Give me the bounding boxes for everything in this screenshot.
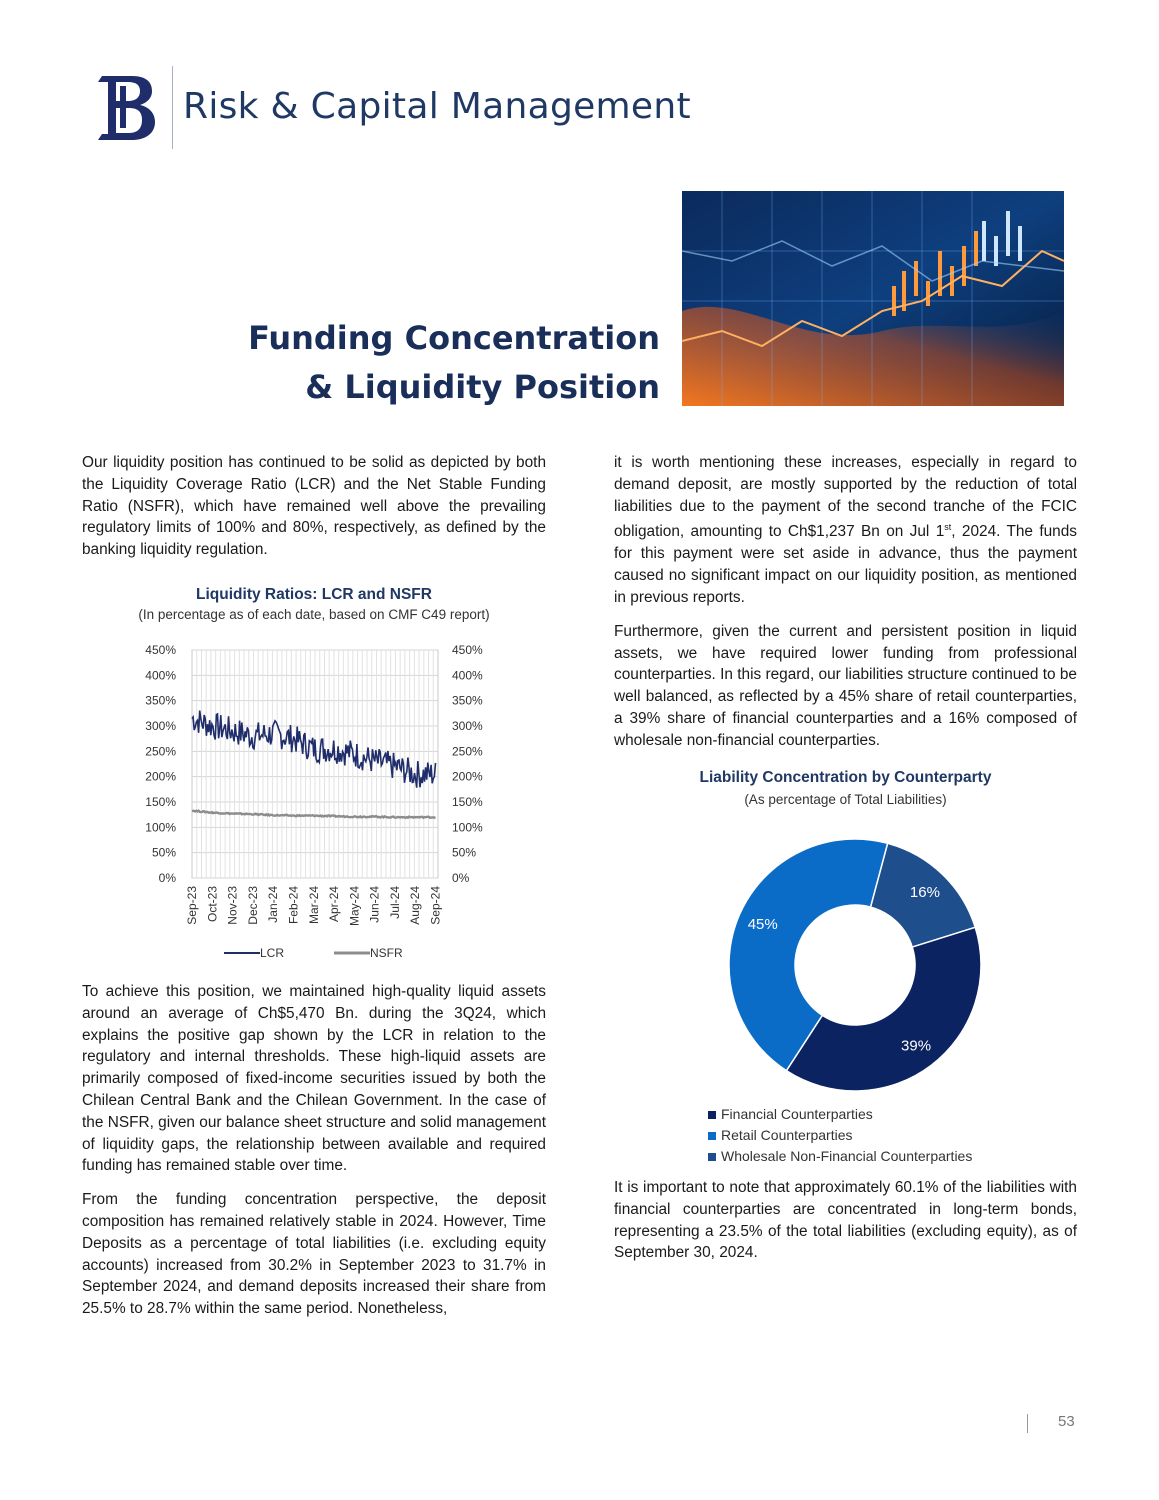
left-column-top	[82, 452, 546, 573]
paragraph-counterparties: Furthermore, given the current and persistent position in liquid assets, we have required lower funding from professional counterparties. In this regard, our liabilities structure continued to be well balanced, as reflected by a 45% share of retail counterparties, a 39% share of financial counterparties and a 16% composed of wholesale non-financial counterparties.	[614, 622, 1077, 749]
y-tick-label-left: 200%	[145, 769, 176, 784]
fcic-text-a: it is worth mentioning these increases, especially in regard to demand deposit, are mostly supported by the reduction of total liabilities due to the payment of the second tranche of the FCIC obligation, amounting to Ch$1,237 Bn on Jul 1	[614, 454, 1077, 541]
donut-slices	[729, 839, 981, 1091]
fcic-text-b: , 2024. The funds for this payment were set aside in advance, thus the payment caused no significant impact on our liquidity position, as mentioned in previous reports.	[614, 523, 1077, 606]
donut-chart-subtitle: (As percentage of Total Liabilities)	[744, 792, 947, 807]
x-tick-label: Aug-24	[408, 886, 423, 925]
x-tick-label: Jan-24	[266, 886, 281, 923]
x-tick-label: Jul-24	[387, 886, 402, 919]
right-column-bottom	[614, 1177, 1077, 1276]
y-tick-label-right: 200%	[452, 769, 483, 784]
y-tick-label-left: 300%	[145, 719, 176, 733]
header-divider	[172, 66, 173, 149]
paragraph-liquidity-position: Our liquidity position has continued to be solid as depicted by both the Liquidity Coverage Ratio (LCR) and the Net Stable Funding Ratio (NSFR), which have remained well above the prevailing regulatory limits of 100% and 80%, respectively, as defined by the banking liquidity regulation.	[82, 454, 546, 559]
paragraph-funding-concentration: From the funding concentration perspective, the deposit composition has remained relatively stable in 2024. However, Time Deposits as a percentage of total liabilities (i.e. excluding equity accounts) increased from 30.2% in September 2023 to 31.7% in September 2024, and demand deposits increased their share from 25.5% to 28.7% within the same period. Nonetheless,	[82, 1191, 546, 1318]
y-axis-right	[452, 643, 483, 885]
x-tick-label: Mar-24	[306, 886, 321, 925]
y-tick-label-left: 0%	[158, 871, 176, 885]
y-tick-label-right: 450%	[452, 643, 483, 657]
y-tick-label-right: 250%	[452, 744, 483, 759]
donut-slice-label: 39%	[901, 1037, 932, 1055]
y-tick-label-left: 50%	[151, 845, 176, 860]
section-title-line1: Funding Concentration	[248, 319, 660, 357]
y-tick-label-left: 400%	[145, 668, 176, 683]
donut-chart-title: Liability Concentration by Counterparty	[699, 769, 992, 786]
legend-label: Financial Counterparties	[721, 1106, 873, 1122]
x-tick-label: Sep-24	[428, 886, 443, 925]
section-title	[150, 314, 660, 412]
y-tick-label-right: 300%	[452, 719, 483, 733]
footer-divider	[1027, 1414, 1028, 1433]
left-column-bottom	[82, 981, 546, 1332]
legend-item-wholesale	[708, 1146, 972, 1167]
legend-label: Wholesale Non-Financial Counterparties	[721, 1148, 973, 1164]
x-tick-label: Feb-24	[286, 886, 301, 925]
header-title: Risk & Capital Management	[183, 86, 691, 127]
legend-label: LCR	[260, 946, 285, 960]
y-tick-label-left: 100%	[145, 820, 176, 835]
y-tick-label-right: 350%	[452, 693, 483, 708]
donut-slice-label: 45%	[747, 915, 778, 933]
y-tick-label-right: 150%	[452, 795, 483, 809]
y-tick-label-right: 100%	[452, 820, 483, 835]
x-tick-label: Apr-24	[327, 886, 342, 923]
paragraph-fcic-payment	[614, 452, 1077, 609]
y-tick-label-left: 250%	[145, 744, 176, 759]
fcic-superscript: st	[944, 522, 952, 533]
legend-swatch	[708, 1153, 716, 1161]
y-tick-label-right: 50%	[452, 845, 477, 860]
x-tick-label: Dec-23	[245, 886, 260, 925]
legend-label: Retail Counterparties	[721, 1127, 853, 1143]
right-column-top	[614, 452, 1077, 763]
lcr-chart-subtitle: (In percentage as of each date, based on CMF C49 report)	[138, 607, 490, 622]
b-monogram-logo	[94, 70, 156, 142]
donut-slice	[786, 927, 981, 1091]
y-tick-label-right: 400%	[452, 668, 483, 683]
paragraph-hqla: To achieve this position, we maintained high-quality liquid assets around an average of Ch$5,470 Bn. during the 3Q24, which explains the positive gap shown by the LCR in relation to the regulatory and internal thresholds. These high-liquid assets are primarily composed of fixed-income securities issued by both the Chilean Central Bank and the Chilean Government. In the case of the NSFR, given our balance sheet structure and solid management of liquidity gaps, the relationship between available and required funding has remained stable over time.	[82, 983, 546, 1175]
donut-legend	[708, 1104, 972, 1167]
legend-swatch	[708, 1111, 716, 1119]
y-tick-label-left: 150%	[145, 795, 176, 809]
paragraph-long-term-bonds: It is important to note that approximately 60.1% of the liabilities with financial counterparties are concentrated in long-term bonds, representing a 23.5% of the total liabilities (excluding equity), as of September 30, 2024.	[614, 1179, 1077, 1262]
x-axis	[185, 886, 443, 926]
lcr-nsfr-line-chart	[120, 636, 510, 966]
y-tick-label-left: 450%	[145, 643, 176, 657]
x-tick-label: Nov-23	[225, 886, 240, 925]
financial-market-chart-photo	[682, 191, 1064, 406]
legend-item-financial	[708, 1104, 972, 1125]
chart-legend	[224, 946, 403, 960]
page-number: 53	[1058, 1413, 1075, 1430]
lcr-chart-title: Liquidity Ratios: LCR and NSFR	[196, 586, 432, 603]
x-tick-label: Oct-23	[205, 886, 220, 923]
x-tick-label: Sep-23	[185, 886, 199, 925]
liability-donut-chart	[720, 830, 990, 1100]
legend-label: NSFR	[370, 946, 403, 960]
legend-item-retail	[708, 1125, 972, 1146]
y-tick-label-left: 350%	[145, 693, 176, 708]
x-tick-label: May-24	[347, 886, 362, 927]
x-tick-label: Jun-24	[367, 886, 382, 923]
section-title-line2: & Liquidity Position	[305, 368, 660, 406]
y-axis-left	[145, 643, 176, 885]
legend-swatch	[708, 1132, 716, 1140]
y-tick-label-right: 0%	[452, 871, 470, 885]
donut-slice-label: 16%	[909, 884, 940, 902]
